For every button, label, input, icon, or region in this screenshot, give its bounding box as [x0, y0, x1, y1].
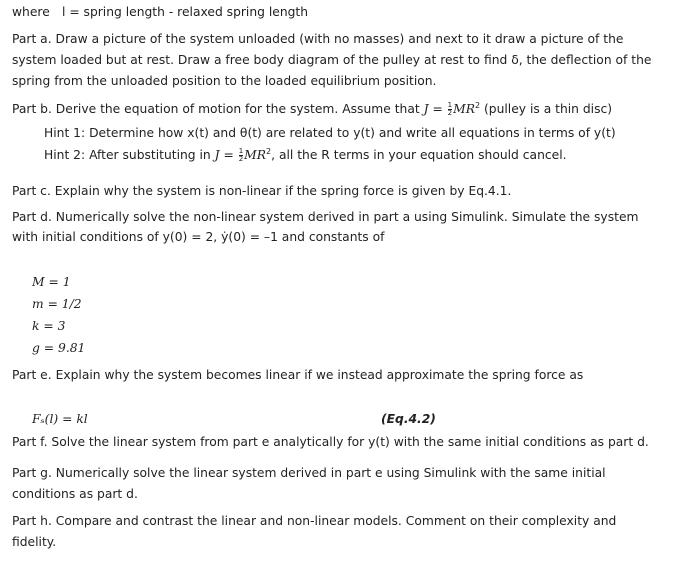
part-a-line: spring from the unloaded position to the loaded equilibrium position. [12, 74, 437, 88]
constant: m = 1/2 [32, 297, 82, 311]
one-half-fraction: $\frac{1}{2}$ [447, 101, 453, 117]
where-definition: l = spring length - relaxed spring length [62, 5, 309, 19]
part-e: Part e. Explain why the system becomes linear if we instead approximate the spring force as [12, 368, 584, 382]
part-c: Part c. Explain why the system is non-linear if the spring force is given by Eq.4.1. [12, 184, 512, 198]
one-half-fraction: $\frac{1}{2}$ [238, 147, 244, 163]
part-h-line: fidelity. [12, 535, 57, 549]
part-b: Part b. Derive the equation of motion for the system. Assume that J = $\frac{1}{2}$ $MR^2$ (pulley is a thin disc) [12, 100, 613, 117]
part-a-line: system loaded but at rest. Draw a free body diagram of the pulley at rest to find δ, the deflection of the [12, 53, 652, 67]
constant: M = 1 [32, 275, 71, 289]
part-g-line: Part g. Numerically solve the linear system derived in part e using Simulink with the same initial [12, 466, 606, 480]
equation-tag: (Eq.4.2) [381, 412, 436, 426]
part-h-line: Part h. Compare and contrast the linear and non-linear models. Comment on their complexity and [12, 514, 617, 528]
constant: k = 3 [32, 319, 66, 333]
constant: g = 9.81 [32, 341, 86, 355]
hint-2: Hint 2: After substituting in J = $\frac{1}{2}$ $MR^2$, all the R terms in your equation should cancel. [44, 146, 567, 163]
part-f: Part f. Solve the linear system from part e analytically for y(t) with the same initial conditions as part d. [12, 435, 649, 449]
part-a-line: Part a. Draw a picture of the system unloaded (with no masses) and next to it draw a picture of the [12, 32, 624, 46]
where-label: where [12, 5, 50, 19]
part-d-line: Part d. Numerically solve the non-linear system derived in part a using Simulink. Simulate the system [12, 210, 639, 224]
hint-1: Hint 1: Determine how x(t) and θ(t) are related to y(t) and write all equations in terms of y(t) [44, 126, 616, 140]
equation-lhs: Fₛ(l) = kl [32, 412, 88, 426]
part-g-line: conditions as part d. [12, 487, 138, 501]
part-d-line: with initial conditions of y(0) = 2, ẏ(0) = –1 and constants of [12, 230, 385, 244]
